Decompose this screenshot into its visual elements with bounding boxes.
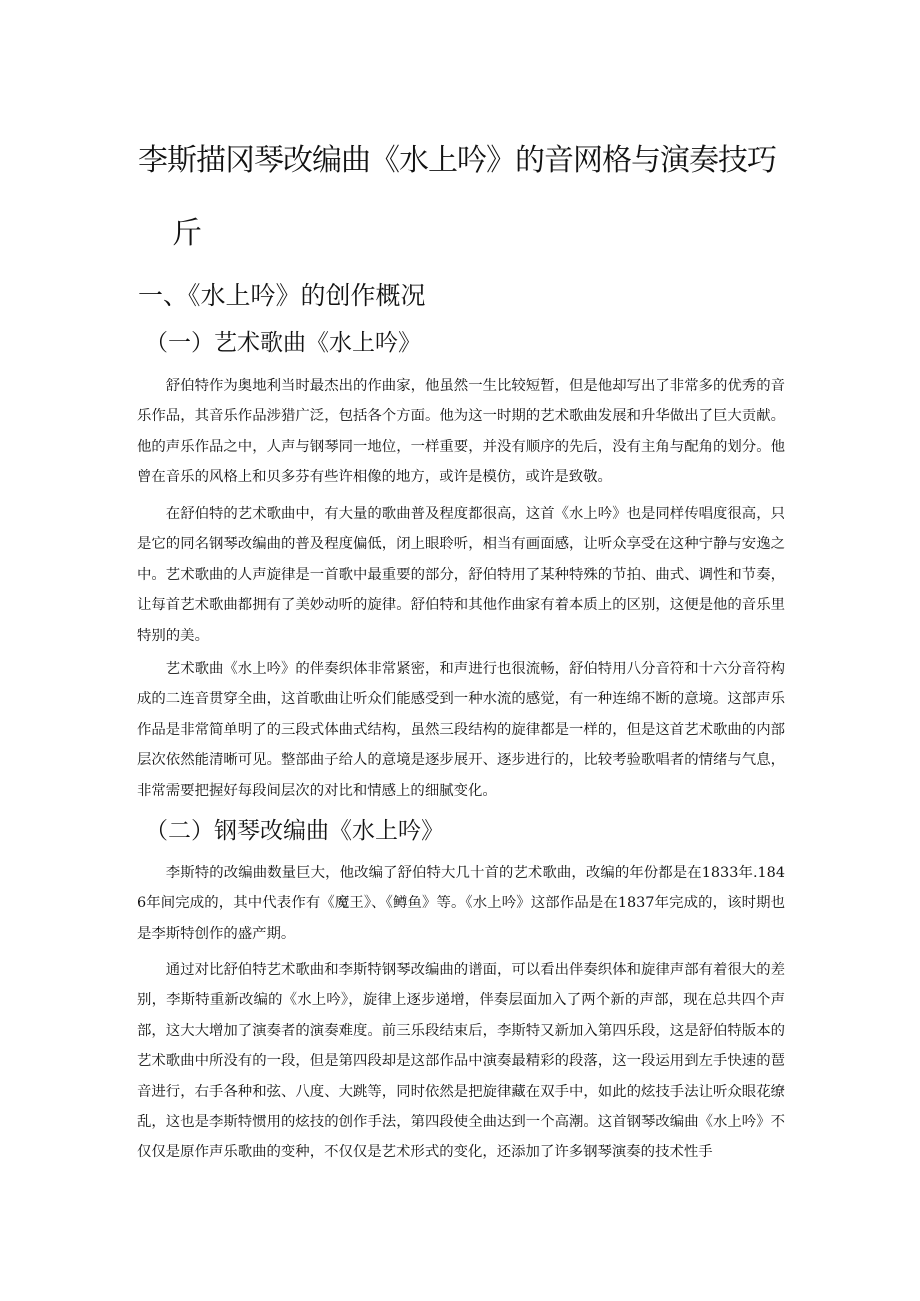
subsection-heading-art-song: （一）艺术歌曲《水上吟》	[145, 330, 421, 356]
document-title-continuation: 斤	[172, 216, 202, 251]
paragraph-art-song-popularity: 在舒伯特的艺术歌曲中，有大量的歌曲普及程度都很高，这首《水上吟》也是同样传唱度很高，只是它的同名钢琴改编曲的普及程度偏低，闭上眼聆听，相当有画面感，让听众享受在这种宁静与安逸之中。艺术歌曲的人声旋律是一首歌中最重要的部分，舒伯特用了某种特殊的节拍、曲式、调性和节奏，让每首艺术歌曲都拥有了美妙动听的旋律。舒伯特和其他作曲家有着本质上的区别，这便是他的音乐里特别的美。	[137, 506, 785, 644]
paragraph-schubert-intro: 舒伯特作为奥地利当时最杰出的作曲家，他虽然一生比较短暂，但是他却写出了非常多的优秀的音乐作品，其音乐作品涉猎广泛，包括各个方面。他为这一时期的艺术歌曲发展和升华做出了巨大贡献。他的声乐作品之中，人声与钢琴同一地位，一样重要，并没有顺序的先后，没有主角与配角的划分。他曾在音乐的风格上和贝多芬有些许相像的地方，或许是模仿，或许是致敬。	[137, 378, 785, 486]
paragraph-score-comparison: 通过对比舒伯特艺术歌曲和李斯特钢琴改编曲的谱面，可以看出伴奏织体和旋律声部有着很大的差别，李斯特重新改编的《水上吟》，旋律上逐步递增，伴奏层面加入了两个新的声部，现在总共四个声部，这大大增加了演奏者的演奏难度。前三乐段结束后，李斯特又新加入第四乐段，这是舒伯特版本的艺术歌曲中所没有的一段，但是第四段却是这部作品中演奏最精彩的段落，这一段运用到左手快速的琶音进行，右手各种和弦、八度、大跳等，同时依然是把旋律藏在双手中，如此的炫技手法让听众眼花缭乱，这也是李斯特惯用的炫技的创作手法，第四段使全曲达到一个高潮。这首钢琴改编曲《水上吟》不仅仅是原作声乐歌曲的变种，不仅仅是艺术形式的变化，还添加了许多钢琴演奏的技术性手	[137, 962, 785, 1161]
document-title: 李斯描冈琴改编曲《水上吟》的音网格与演奏技巧	[138, 143, 776, 178]
paragraph-liszt-transcriptions: 李斯特的改编曲数量巨大，他改编了舒伯特大几十首的艺术歌曲，改编的年份都是在1833年.1846年间完成的，其中代表作有《魔王》、《鳟鱼》等。《水上吟》这部作品是在1837年完成的，该时期也是李斯特创作的盛产期。	[137, 865, 785, 942]
paragraph-art-song-texture: 艺术歌曲《水上吟》的伴奏织体非常紧密，和声进行也很流畅，舒伯特用八分音符和十六分音符构成的二连音贯穿全曲，这首歌曲让听众们能感受到一种水流的感觉，有一种连绵不断的意境。这部声乐作品是非常简单明了的三段式体曲式结构，虽然三段结构的旋律都是一样的，但是这首艺术歌曲的内部层次依然能清晰可见。整部曲子给人的意境是逐步展开、逐步进行的，比较考验歌唱者的情绪与气息，非常需要把握好每段间层次的对比和情感上的细腻变化。	[137, 661, 785, 799]
section-heading-creation-overview: 一、《水上吟》的创作概况	[138, 281, 426, 310]
subsection-heading-piano-transcription: （二）钢琴改编曲《水上吟》	[145, 818, 444, 844]
